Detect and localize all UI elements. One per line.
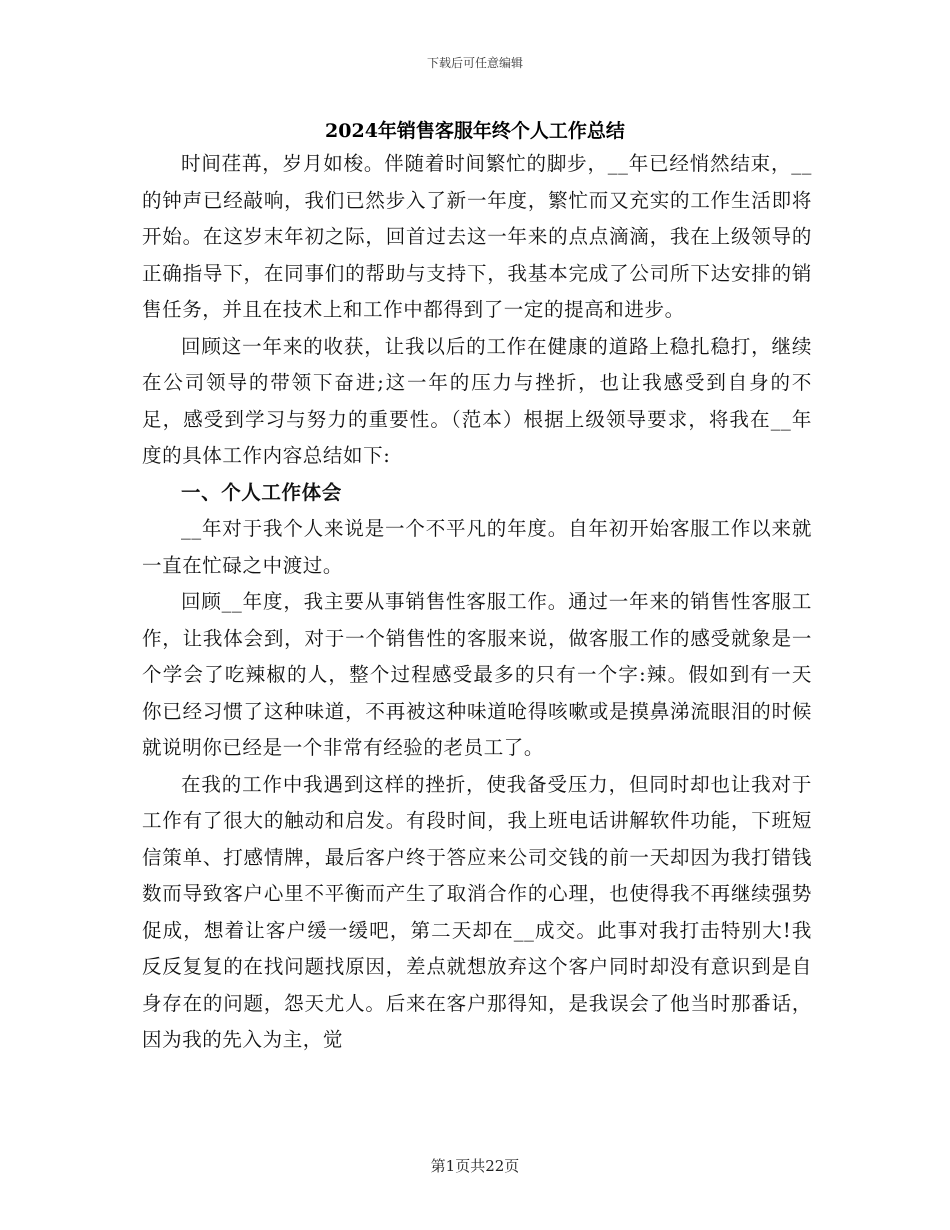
paragraph: 时间荏苒，岁月如梭。伴随着时间繁忙的脚步，__年已经悄然结束，__的钟声已经敲响，我们已然步入了新一年度，繁忙而又充实的工作生活即将开始。在这岁末年初之际，回首过去这一年来的点点滴滴，我在上级领导的正确指导下，在同事们的帮助与支持下，我基本完成了公司所下达安排的销售任务，并且在技术上和工作中都得到了一定的提高和进步。 [142, 152, 812, 321]
document-title: 2024年销售客服年终个人工作总结 [325, 120, 625, 142]
paragraph: __年对于我个人来说是一个不平凡的年度。自年初开始客服工作以来就一直在忙碌之中渡过。 [142, 517, 812, 577]
header-note: 下载后可任意编辑 [426, 56, 523, 70]
paragraph: 回顾这一年来的收获，让我以后的工作在健康的道路上稳扎稳打，继续在公司领导的带领下奋进;这一年的压力与挫折，也让我感受到自身的不足，感受到学习与努力的重要性。（范本）根据上级领导要求，将我在__年度的具体工作内容总结如下: [142, 334, 812, 467]
section-heading: 一、个人工作体会 [181, 480, 342, 504]
paragraph: 在我的工作中我遇到这样的挫折，使我备受压力，但同时却也让我对于工作有了很大的触动和启发。有段时间，我上班电话讲解软件功能，下班短信策单、打感情牌，最后客户终于答应来公司交钱的前一天却因为我打错钱数而导致客户心里不平衡而产生了取消合作的心理，也使得我不再继续强势促成，想着让客户缓一缓吧，第二天却在__成交。此事对我打击特别大!我反反复复的在找问题找原因，差点就想放弃这个客户同时却没有意识到是自身存在的问题，怨天尤人。后来在客户那得知，是我误会了他当时那番话，因为我的先入为主，觉 [142, 772, 812, 1051]
paragraph: 回顾__年度，我主要从事销售性客服工作。通过一年来的销售性客服工作，让我体会到，对于一个销售性的客服来说，做客服工作的感受就象是一个学会了吃辣椒的人，整个过程感受最多的只有一个字:辣。假如到有一天你已经习惯了这种味道，不再被这种味道呛得咳嗽或是摸鼻涕流眼泪的时候就说明你已经是一个非常有经验的老员工了。 [142, 590, 812, 759]
page-number-footer: 第1页共22页 [430, 1157, 520, 1175]
document-body [142, 146, 812, 1059]
